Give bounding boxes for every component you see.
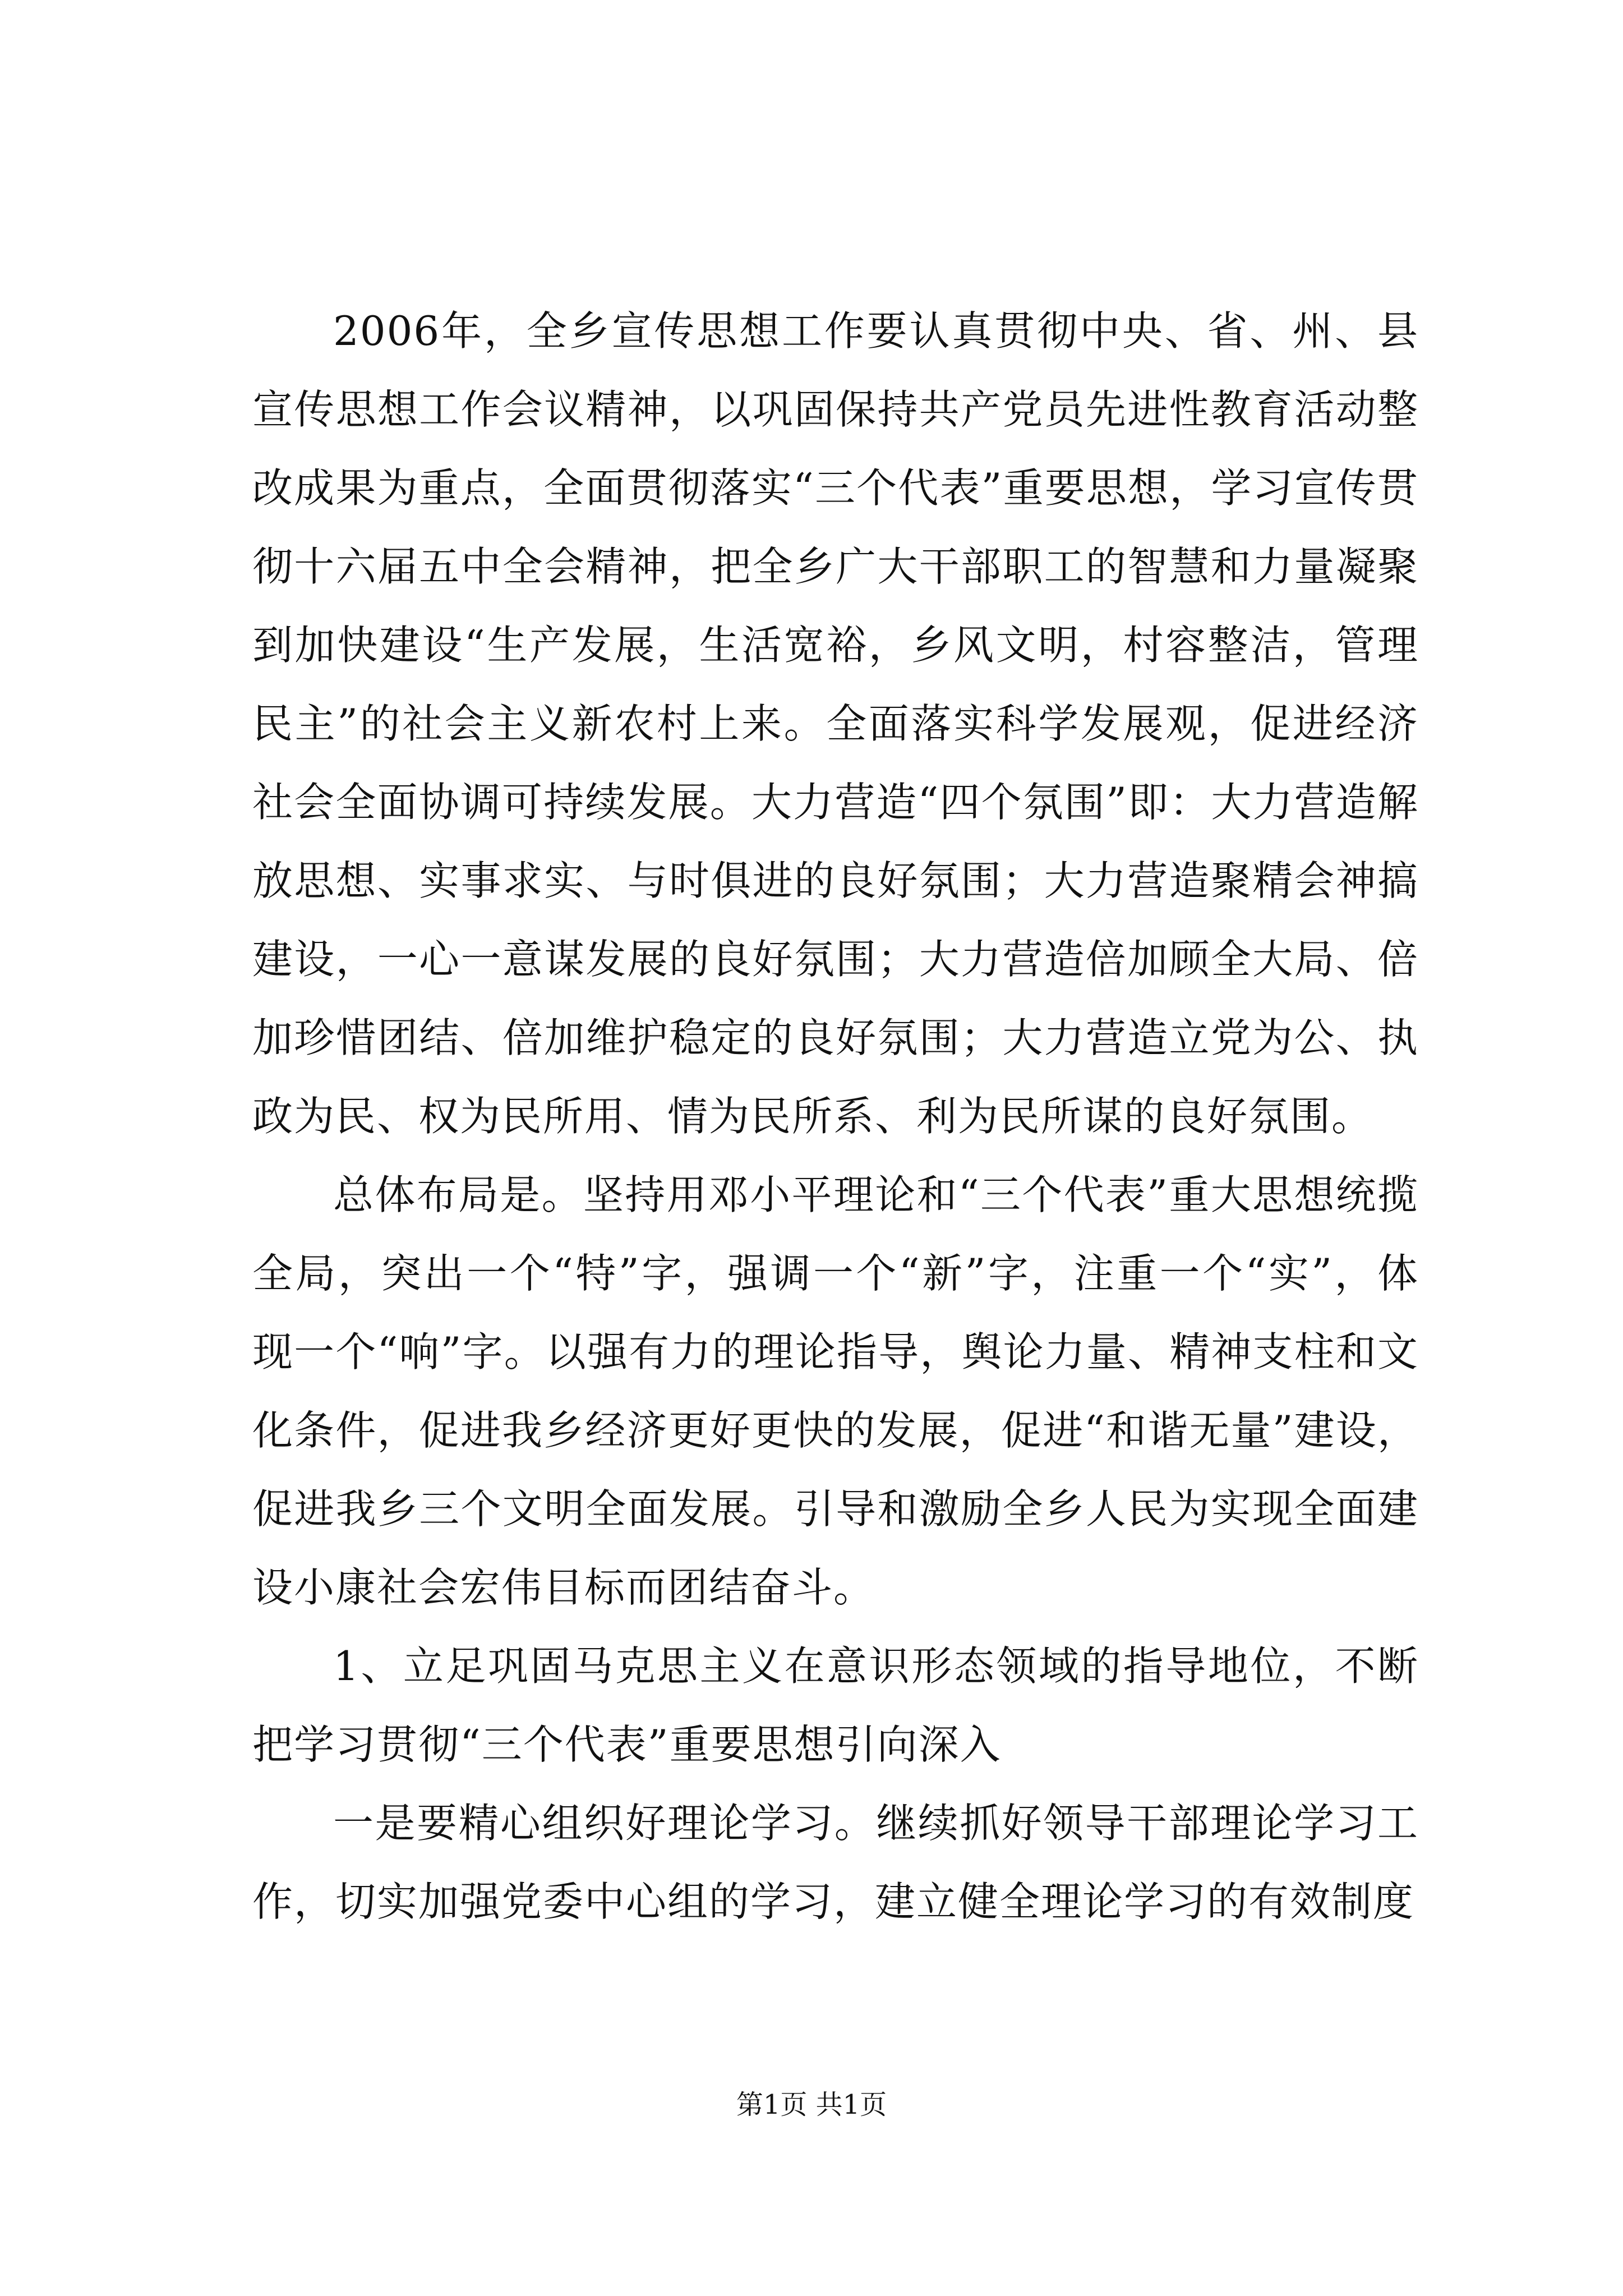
document-body: [252, 292, 1419, 1941]
paragraph-theory-study: 一是要精心组织好理论学习。继续抓好领导干部理论学习工作，切实加强党委中心组的学习，建立健全理论学习的有效制度: [252, 1800, 1419, 1925]
paragraph-intro: 2006年，全乡宣传思想工作要认真贯彻中央、省、州、县宣传思想工作会议精神，以巩固保持共产党员先进性教育活动整改成果为重点，全面贯彻落实“三个代表”重要思想，学习宣传贯彻十六届五中全会精神，把全乡广大干部职工的智慧和力量凝聚到加快建设“生产发展，生活宽裕，乡风文明，村容整洁，管理民主”的社会主义新农村上来。全面落实科学发展观，促进经济社会全面协调可持续发展。大力营造“四个氛围”即：大力营造解放思想、实事求实、与时俱进的良好氛围；大力营造聚精会神搞建设，一心一意谋发展的良好氛围；大力营造倍加顾全大局、倍加珍惜团结、倍加维护稳定的良好氛围；大力营造立党为公、执政为民、权为民所用、情为民所系、利为民所谋的良好氛围。: [252, 307, 1419, 1140]
page-number-footer: 第1页 共1页: [736, 2089, 887, 2120]
paragraph-overall-layout: 总体布局是。坚持用邓小平理论和“三个代表”重大思想统揽全局，突出一个“特”字，强调一个“新”字，注重一个“实”，体现一个“响”字。以强有力的理论指导，舆论力量、精神支柱和文化条件，促进我乡经济更好更快的发展，促进“和谐无量”建设，促进我乡三个文明全面发展。引导和激励全乡人民为实现全面建设小康社会宏伟目标而团结奋斗。: [252, 1171, 1419, 1611]
section-heading-1: 1、立足巩固马克思主义在意识形态领域的指导地位，不断把学习贯彻“三个代表”重要思想引向深入: [252, 1642, 1419, 1768]
